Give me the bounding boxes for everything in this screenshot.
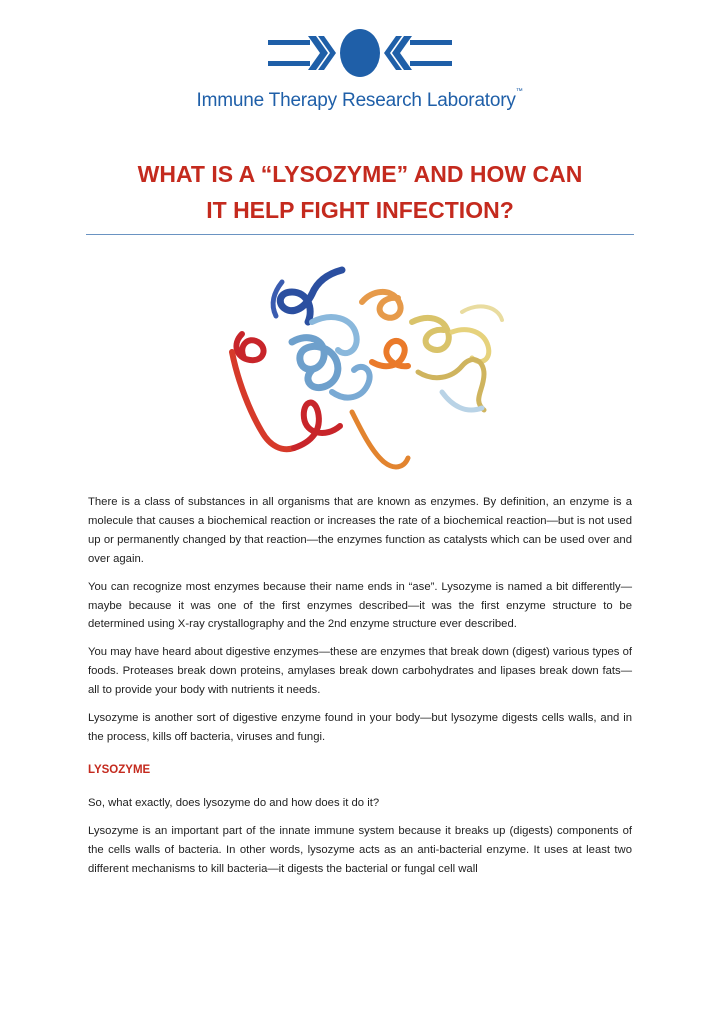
logo bbox=[0, 22, 719, 122]
title-divider bbox=[86, 234, 634, 235]
paragraph: So, what exactly, does lysozyme do and how does it do it? bbox=[88, 796, 380, 809]
page-title bbox=[60, 156, 660, 228]
title-line-1: WHAT IS A “LYSOZYME” AND HOW CAN bbox=[137, 161, 583, 187]
paragraph: There is a class of substances in all organisms that are known as enzymes. By definition, an enzyme is a molecule that causes a biochemical reaction or increases the rate of a biochemical reaction—but is not used up or permanently changed by that reaction—the enzymes function as catalysts which can be used over and over again. bbox=[88, 496, 632, 565]
logo-text bbox=[0, 90, 719, 112]
logo-label: Immune Therapy Research Laboratory bbox=[196, 90, 516, 111]
lysozyme-structure-image bbox=[222, 262, 522, 482]
trademark-symbol: ™ bbox=[515, 88, 523, 95]
article-body bbox=[88, 493, 632, 887]
logo-icon bbox=[262, 22, 458, 84]
paragraph: You can recognize most enzymes because their name ends in “ase”. Lysozyme is named a bit differently—maybe because it was one of the first enzymes described—it was the first enzyme structure to be determined using X-ray crystallography and the 2nd enzyme structure ever described. bbox=[88, 580, 632, 631]
section-heading: LYSOZYME bbox=[88, 763, 151, 776]
paragraph: Lysozyme is an important part of the innate immune system because it breaks up (digests) components of the cells walls of bacteria. In other words, lysozyme acts as an anti-bacterial enzyme. It uses at least two different mechanisms to kill bacteria—it digests the bacterial or fungal cell wall bbox=[88, 824, 632, 875]
paragraph: You may have heard about digestive enzymes—these are enzymes that break down (digest) various types of foods. Proteases break down proteins, amylases break down carbohydrates and lipases break down fats—all to provide your body with nutrients it needs. bbox=[88, 646, 633, 697]
title-line-2: IT HELP FIGHT INFECTION? bbox=[206, 197, 514, 223]
paragraph: Lysozyme is another sort of digestive enzyme found in your body—but lysozyme digests cells walls, and in the process, kills off bacteria, viruses and fungi. bbox=[88, 712, 632, 743]
